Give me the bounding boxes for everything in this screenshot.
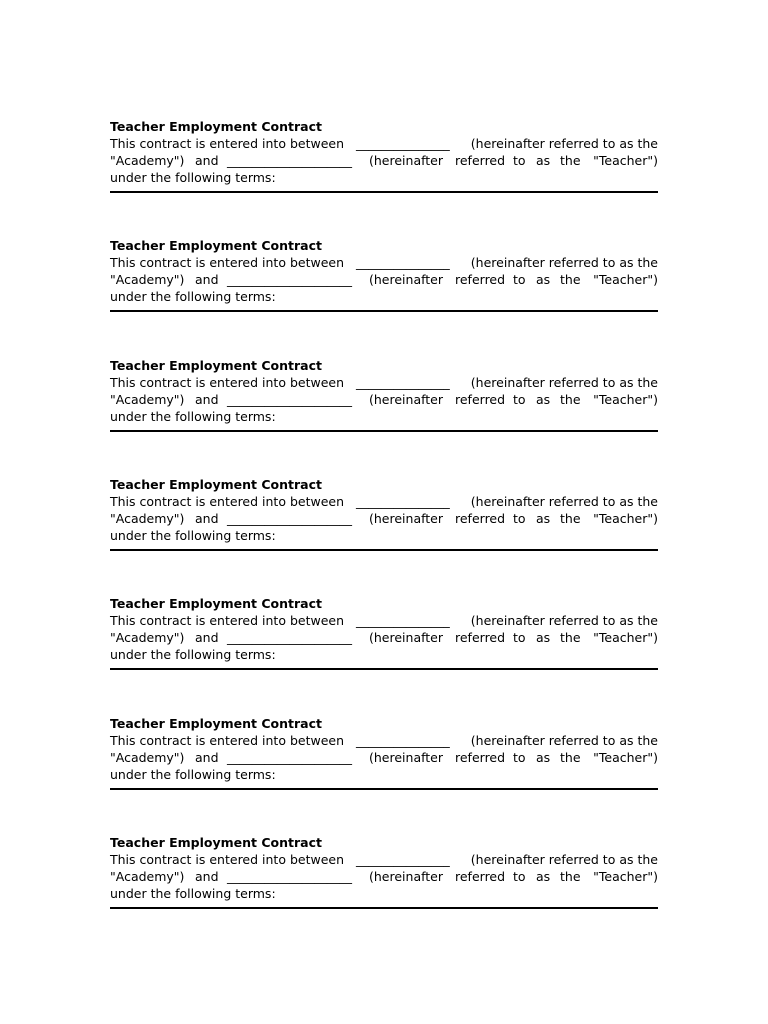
contract-title: Teacher Employment Contract [110,596,322,611]
intro-text: This contract is entered into between [110,852,345,867]
teacher-blank: ____________________ [227,869,352,884]
academy-blank: _______________ [356,255,450,270]
and-text: and [195,869,219,884]
contract-block [110,835,658,909]
referred-text: referred [455,630,506,645]
contract-block [110,238,658,312]
to-text: to [513,869,526,884]
teacher-quote: "Teacher") [593,392,658,407]
contract-line-3 [110,647,658,663]
academy-quote: "Academy") [110,750,185,765]
teacher-blank: ____________________ [227,392,352,407]
referred-text: referred [455,153,506,168]
teacher-quote: "Teacher") [593,630,658,645]
intro-text: This contract is entered into between [110,375,345,390]
academy-quote: "Academy") [110,511,185,526]
contract-line-1 [110,494,658,510]
intro-text: This contract is entered into between [110,255,345,270]
academy-blank: _______________ [356,852,450,867]
contract-block [110,716,658,790]
teacher-quote: "Teacher") [593,869,658,884]
teacher-blank: ____________________ [227,630,352,645]
contract-line-1 [110,613,658,629]
contract-title: Teacher Employment Contract [110,477,322,492]
contract-line-2 [110,869,658,885]
the-text: the [560,392,581,407]
academy-blank: _______________ [356,136,450,151]
contract-line-3 [110,170,658,186]
contract-line-2 [110,392,658,408]
and-text: and [195,750,219,765]
intro-text: This contract is entered into between [110,136,345,151]
terms-text: under the following terms: [110,886,276,901]
hereinafter-text: (hereinafter [369,630,444,645]
academy-quote: "Academy") [110,869,185,884]
the-text: the [560,153,581,168]
contract-line-3 [110,767,658,783]
the-text: the [560,511,581,526]
the-text: the [560,750,581,765]
to-text: to [513,153,526,168]
contract-line-3 [110,409,658,425]
as-text: as [536,392,551,407]
contract-line-3 [110,528,658,544]
teacher-quote: "Teacher") [593,511,658,526]
academy-quote: "Academy") [110,272,185,287]
contract-line-3 [110,886,658,902]
academy-reference-text: (hereinafter referred to as the [470,733,658,748]
contract-line-1 [110,733,658,749]
referred-text: referred [455,511,506,526]
the-text: the [560,869,581,884]
academy-reference-text: (hereinafter referred to as the [470,375,658,390]
hereinafter-text: (hereinafter [369,511,444,526]
referred-text: referred [455,272,506,287]
contract-line-2 [110,630,658,646]
intro-text: This contract is entered into between [110,613,345,628]
to-text: to [513,511,526,526]
and-text: and [195,272,219,287]
and-text: and [195,630,219,645]
terms-text: under the following terms: [110,647,276,662]
contract-title: Teacher Employment Contract [110,119,322,134]
contract-line-3 [110,289,658,305]
contract-line-1 [110,375,658,391]
terms-text: under the following terms: [110,767,276,782]
as-text: as [536,869,551,884]
teacher-blank: ____________________ [227,272,352,287]
as-text: as [536,153,551,168]
referred-text: referred [455,869,506,884]
teacher-blank: ____________________ [227,153,352,168]
contract-line-1 [110,852,658,868]
and-text: and [195,392,219,407]
contract-title: Teacher Employment Contract [110,238,322,253]
contract-title: Teacher Employment Contract [110,835,322,850]
hereinafter-text: (hereinafter [369,392,444,407]
terms-text: under the following terms: [110,409,276,424]
academy-reference-text: (hereinafter referred to as the [470,136,658,151]
academy-quote: "Academy") [110,630,185,645]
as-text: as [536,272,551,287]
to-text: to [513,630,526,645]
as-text: as [536,511,551,526]
intro-text: This contract is entered into between [110,733,345,748]
academy-reference-text: (hereinafter referred to as the [470,613,658,628]
hereinafter-text: (hereinafter [369,153,444,168]
hereinafter-text: (hereinafter [369,869,444,884]
contract-line-1 [110,136,658,152]
academy-reference-text: (hereinafter referred to as the [470,494,658,509]
academy-reference-text: (hereinafter referred to as the [470,852,658,867]
contract-line-2 [110,272,658,288]
and-text: and [195,153,219,168]
contract-title: Teacher Employment Contract [110,716,322,731]
teacher-quote: "Teacher") [593,750,658,765]
academy-reference-text: (hereinafter referred to as the [470,255,658,270]
terms-text: under the following terms: [110,528,276,543]
as-text: as [536,750,551,765]
contract-line-1 [110,255,658,271]
teacher-quote: "Teacher") [593,272,658,287]
contract-block [110,477,658,551]
teacher-blank: ____________________ [227,511,352,526]
contract-line-2 [110,750,658,766]
to-text: to [513,272,526,287]
contract-line-2 [110,153,658,169]
hereinafter-text: (hereinafter [369,750,444,765]
academy-blank: _______________ [356,733,450,748]
contract-title: Teacher Employment Contract [110,358,322,373]
the-text: the [560,630,581,645]
academy-blank: _______________ [356,494,450,509]
academy-quote: "Academy") [110,153,185,168]
to-text: to [513,750,526,765]
academy-blank: _______________ [356,613,450,628]
as-text: as [536,630,551,645]
to-text: to [513,392,526,407]
referred-text: referred [455,750,506,765]
contract-block [110,119,658,193]
teacher-blank: ____________________ [227,750,352,765]
terms-text: under the following terms: [110,289,276,304]
academy-quote: "Academy") [110,392,185,407]
referred-text: referred [455,392,506,407]
and-text: and [195,511,219,526]
hereinafter-text: (hereinafter [369,272,444,287]
academy-blank: _______________ [356,375,450,390]
teacher-quote: "Teacher") [593,153,658,168]
terms-text: under the following terms: [110,170,276,185]
the-text: the [560,272,581,287]
contract-block [110,596,658,670]
intro-text: This contract is entered into between [110,494,345,509]
contract-line-2 [110,511,658,527]
contract-block [110,358,658,432]
